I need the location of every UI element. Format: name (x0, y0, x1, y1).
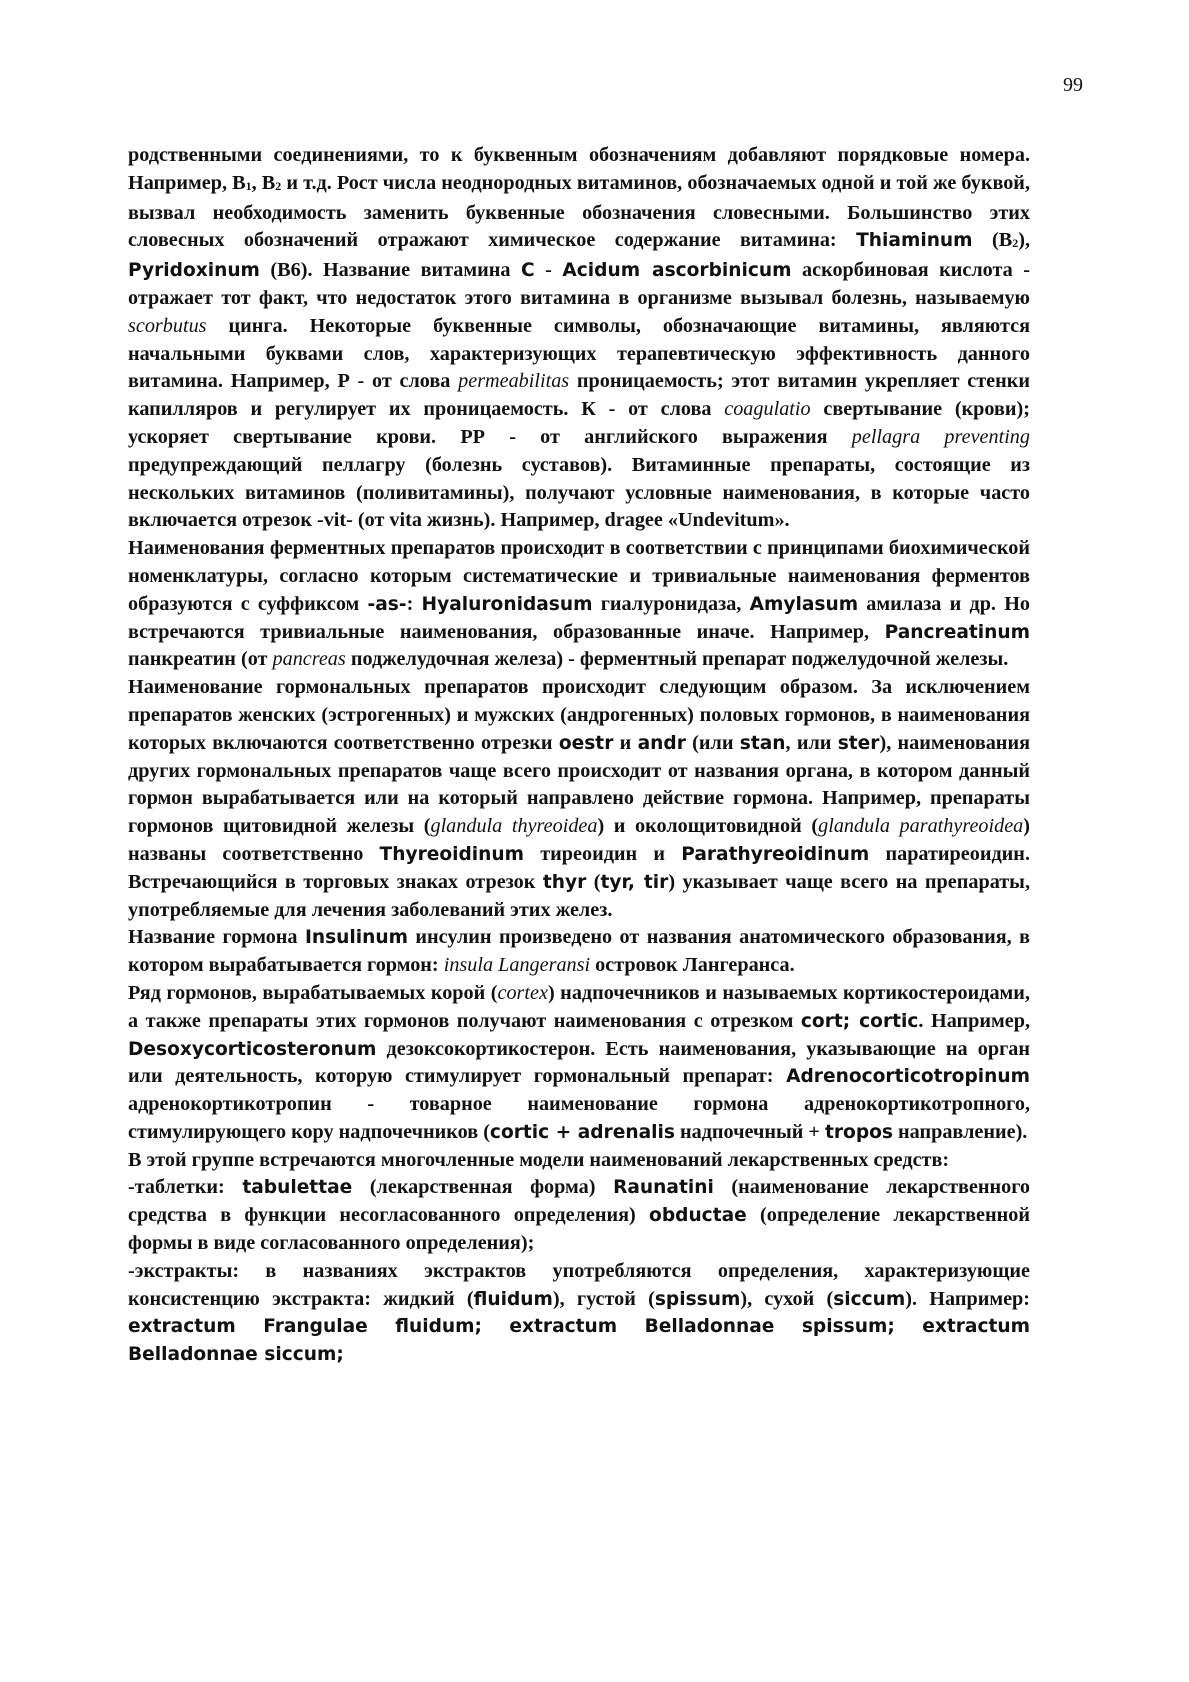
latin-term: tyr, tir (600, 871, 669, 893)
paragraph-tablets: -таблетки: tabulettae (лекарственная форма) Raunatini (наименование лекарственного средства в функции несогласованного определения) obductae (определение лекарственной формы в виде согласованного определения); (128, 1176, 1030, 1255)
italic-term: coagulatio (724, 398, 811, 421)
italic-term: glandula thyreoidea (430, 815, 598, 838)
paragraph-enzymes: Наименования ферментных препаратов происходит в соответствии с принципами биохимической номенклатуры, согласно которым систематические и тривиальные наименования ферментов образуются с суффиксом -as-: Hyaluronidasum гиалуронидаза, Amylasum амилаза и др. Но встречаются тривиальные наименования, образованные иначе. Например, Pancreatinum панкреатин (от pancreas поджелудочная железа) - ферментный препарат поджелудочной железы. (128, 537, 1030, 671)
latin-term: fluidum (473, 1288, 553, 1310)
latin-term: cort; cortic (800, 1010, 919, 1032)
italic-term: pellagra preventing (851, 425, 1030, 448)
latin-term: Pancreatinum (884, 621, 1030, 643)
latin-term: obductae (649, 1205, 747, 1227)
paragraph-multiword-models: В этой группе встречаются многочленные модели наименований лекарственных средств: (128, 1148, 950, 1171)
latin-term: Amylasum (749, 593, 859, 615)
latin-term: cortic + adrenalis (489, 1121, 675, 1143)
latin-term: Hyaluronidasum (421, 593, 593, 615)
page-body (128, 142, 1030, 1369)
latin-term: andr (637, 732, 686, 754)
latin-term: Pyridoxinum (128, 260, 260, 282)
latin-term: Adrenocorticotropinum (786, 1066, 1030, 1088)
italic-term: permeabilitas (458, 370, 570, 393)
italic-term: pancreas (272, 648, 346, 671)
page-number: 99 (1063, 74, 1083, 96)
latin-term: Thyreoidinum (379, 843, 525, 865)
latin-term: Raunatini (613, 1177, 714, 1199)
latin-term: Parathyreoidinum (681, 843, 870, 865)
paragraph-insulin: Название гормона Insulinum инсулин произведено от названия анатомического образования, в котором вырабатывается гормон: insula Langeransi островок Лангеранса. (128, 926, 1030, 977)
latin-term: Thiaminum (856, 230, 973, 252)
paragraph-corticosteroids: Ряд гормонов, вырабатываемых корой (cortex) надпочечников и называемых кортикостероидами, а также препараты этих гормонов получают наименования с отрезком cort; cortic. Например, Desoxycorticosteronum дезоксокортикостерон. Есть наименования, указывающие на орган или деятельность, которую стимулирует гормональный препарат: Adrenocorticotropinum адренокортикотропин - товарное наименование гормона адренокортикотропного, стимулирующего кору надпочечников (cortic + adrenalis надпочечный + tropos направление). (128, 981, 1031, 1143)
italic-term: glandula parathyreoidea (818, 815, 1024, 838)
latin-term: extractum Frangulae fluidum; extractum Belladonnae spissum; extractum Belladonnae siccum; (128, 1316, 1030, 1366)
paragraph-vitamins: родственными соединениями, то к буквенным обозначениям добавляют порядковые номера. Например, В1, В2 и т.д. Рост числа неоднородных витаминов, обозначаемых одной и той же буквой, вызвал необходимость заменить буквенные обозначения словесными. Большинство этих словесных обозначений отражают химическое содержание витамина: Thiaminum (В2), Pyridoxinum (В6). Название витамина C - Acidum ascorbinicum аскорбиновая кислота - отражает тот факт, что недостаток этого витамина в организме вызывал болезнь, называемую scorbutus цинга. Некоторые буквенные символы, обозначающие витамины, являются начальными буквами слов, характеризующих терапевтическую эффективность данного витамина. Например, Р - от слова permeabilitas проницаемость; этот витамин укрепляет стенки капилляров и регулирует их проницаемость. К - от слова coagulatio свертывание (крови); ускоряет свертывание крови. РР - от английского выражения pellagra preventing предупреждающий пеллагру (болезнь суставов). Витаминные препараты, состоящие из нескольких витаминов (поливитамины), получают условные наименования, в которые часто включается отрезок -vit- (от vita жизнь). Например, dragee «Undevitum». (128, 144, 1031, 532)
latin-term: thyr (542, 871, 587, 893)
latin-term: -as- (367, 593, 407, 615)
latin-term: tropos (824, 1121, 893, 1143)
latin-term: stan (739, 732, 786, 754)
latin-term: Desoxycorticosteronum (128, 1038, 377, 1060)
italic-term: insula Langeransi (443, 954, 591, 977)
paragraph-hormones: Наименование гормональных препаратов происходит следующим образом. За исключением препаратов женских (эстрогенных) и мужских (андрогенных) половых гормонов, в наименования которых включаются соответственно отрезки oestr и andr (или stan, или ster), наименования других гормональных препаратов чаще всего происходит от названия органа, в котором данный гормон вырабатывается или на который направлено действие гормона. Например, препараты гормонов щитовидной железы (glandula thyreoidea) и околощитовидной (glandula parathyreoidea) названы соответственно Thyreoidinum тиреоидин и Parathyreoidinum паратиреоидин. Встречающийся в торговых знаках отрезок thyr (tyr, tir) указывает чаще всего на препараты, употребляемые для лечения заболеваний этих желез. (128, 676, 1030, 921)
paragraph-extracts: -экстракты: в названиях экстрактов употребляются определения, характеризующие консистенцию экстракта: жидкий (fluidum), густой (spissum), сухой (siccum). Например: extractum Frangulae fluidum; extractum Belladonnae spissum; extractum Belladonnae siccum; (128, 1259, 1030, 1366)
italic-term: scorbutus (128, 314, 207, 337)
latin-term: Insulinum (304, 927, 408, 949)
latin-term: oestr (558, 732, 614, 754)
latin-term: ster (837, 732, 880, 754)
italic-term: cortex (497, 981, 548, 1004)
latin-term: tabulettae (242, 1177, 353, 1199)
latin-term: siccum (833, 1288, 906, 1310)
latin-term: spissum (654, 1288, 741, 1310)
latin-term: C (521, 260, 535, 282)
latin-term: Acidum ascorbinicum (562, 260, 792, 282)
